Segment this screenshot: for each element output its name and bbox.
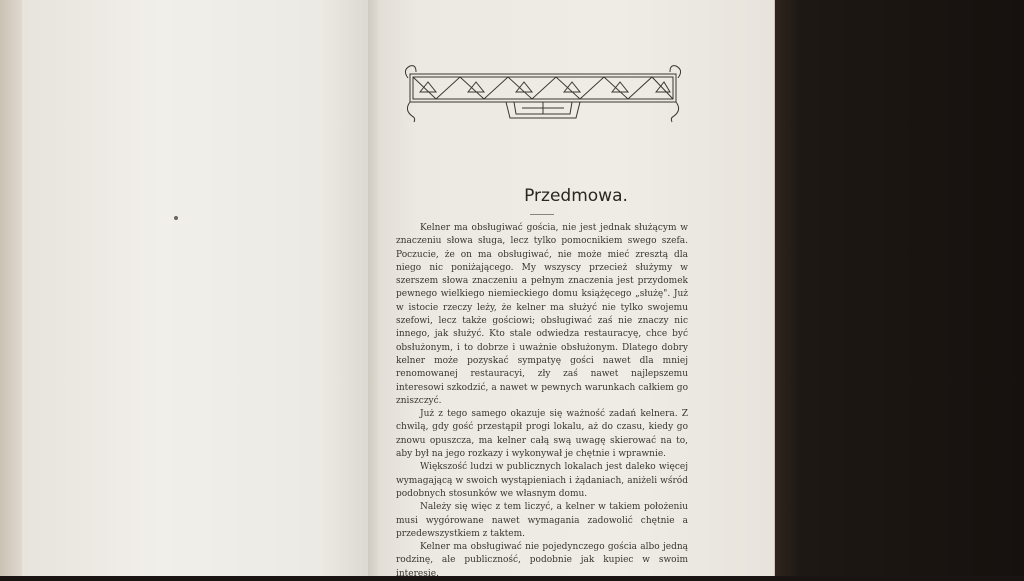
right-page	[378, 0, 775, 579]
ink-speck	[174, 216, 178, 220]
preface-text	[396, 222, 688, 581]
paragraph: Kelner ma obsługiwać nie pojedynczego gościa albo jedną rodzinę, ale publiczność, podobnie jak kupiec w swoim interesie.	[396, 542, 688, 579]
heading-rule	[530, 214, 554, 215]
paragraph: Kelner ma obsługiwać gościa, nie jest jednak służącym w znaczeniu słowa sługa, lecz tylko pomocnikiem swego szefa. Poczucie, że on ma obsługiwać, nie może mieć zresztą dla niego nic poniżającego. My wszyscy przecież służymy w szerszem słowa znaczeniu a pełnym znaczenia jest przydomek pewnego wielkiego niemieckiego domu książęcego „służę". Już w istocie rzeczy leży, że kelner ma służyć nie tylko swojemu szefowi, lecz także gościowi; obsługiwać zaś nie znaczy nic innego, jak służyć. Kto stale odwiedza restauracyę, chce być obsłużonym, i to dobrze i uważnie obsłużonym. Dlatego dobry kelner może pozyskać sympatyę gości nawet dla mniej renomowanej restauracyi, zły zaś nawet najlepszemu interesowi szkodzić, a nawet w pewnych warunkach całkiem go zniszczyć.	[396, 223, 688, 406]
decorative-header-ornament	[398, 60, 688, 132]
page-heading: Przedmowa.	[524, 186, 628, 206]
left-page	[22, 0, 372, 576]
paragraph: Już z tego samego okazuje się ważność zadań kelnera. Z chwilą, gdy gość przestąpił progi lokalu, aż do czasu, kiedy go znowu opuszcza, ma kelner całą swą uwagę skierować na to, aby był na jego rozkazy i wykonywał je chętnie i wprawnie.	[396, 409, 688, 460]
paragraph: Większość ludzi w publicznych lokalach jest daleko więcej wymagającą w swoich wystąpieniach i żądaniach, aniżeli wśród podobnych stosunków we własnym domu.	[396, 462, 688, 499]
paragraph: Należy się więc z tem liczyć, a kelner w takiem położeniu musi wygórowane nawet wymagania zadowolić chętnie a przedewszystkiem z taktem.	[396, 502, 688, 539]
